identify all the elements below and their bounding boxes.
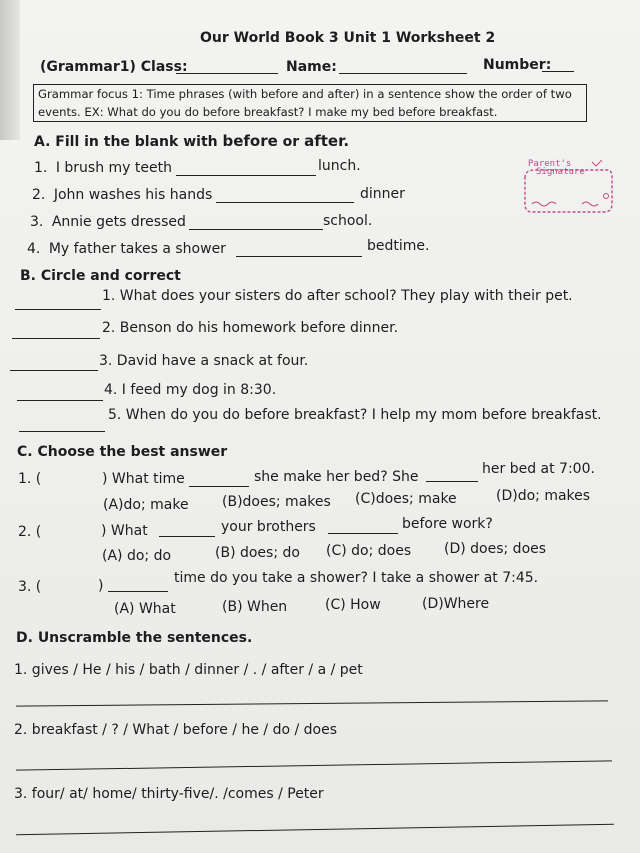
- item-num: 4.: [27, 241, 41, 257]
- section-a-heading-text: A. Fill in the blank with: [34, 134, 218, 150]
- section-c-q3-opt-c[interactable]: (C) How: [325, 597, 381, 613]
- section-b-answer-2[interactable]: [12, 337, 100, 339]
- item-text: Annie gets dressed: [51, 214, 186, 230]
- section-c-q1-p2: she make her bed? She: [254, 469, 419, 485]
- section-b-item-4: 4. I feed my dog in 8:30.: [104, 382, 277, 398]
- section-c-q2-p1: ) What: [101, 523, 148, 539]
- parent-signature-stamp: [522, 158, 614, 214]
- section-c-q1-opt-c[interactable]: (C)does; make: [355, 491, 457, 507]
- number-blank[interactable]: [542, 70, 574, 72]
- section-b-answer-4[interactable]: [17, 399, 103, 401]
- section-c-q2-opt-b[interactable]: (B) does; do: [215, 545, 300, 561]
- grammar-focus-box: [33, 84, 587, 122]
- section-b-answer-1[interactable]: [15, 308, 101, 310]
- item-num: 3.: [30, 214, 44, 230]
- signature-label-1: Parent's: [528, 159, 572, 169]
- grammar-focus-line2: events. EX: What do you do before breakfast? I make my bed before breakfast.: [38, 105, 498, 119]
- section-c-q1-p1: ) What time: [102, 471, 185, 487]
- section-a-heading: [34, 132, 349, 150]
- section-c-q1-num: 1. (: [18, 471, 42, 487]
- section-a-item-3: [30, 214, 186, 230]
- section-c-q2-opt-d[interactable]: (D) does; does: [444, 541, 547, 557]
- section-c-q3-opt-d[interactable]: (D)Where: [422, 596, 490, 612]
- item-text: John washes his hands: [53, 187, 213, 203]
- grammar-focus-line1: Grammar focus 1: Time phrases (with before and after) in a sentence show the order of two: [38, 87, 572, 101]
- section-c-q2-opt-c[interactable]: (C) do; does: [326, 543, 412, 559]
- section-c-q2-num: 2. (: [18, 524, 42, 540]
- section-a-end-1: lunch.: [318, 158, 361, 174]
- section-c-q2-blank-2[interactable]: [328, 532, 398, 534]
- section-a-after: after.: [304, 132, 350, 150]
- section-a-blank-4[interactable]: [236, 255, 362, 257]
- section-d-heading: D. Unscramble the sentences.: [16, 630, 253, 646]
- section-b-item-1: 1. What does your sisters do after school? They play with their pet.: [102, 288, 573, 304]
- section-b-item-3: 3. David have a snack at four.: [99, 353, 309, 369]
- section-c-q1-opt-d[interactable]: (D)do; makes: [496, 488, 591, 504]
- section-c-q3-opt-b[interactable]: (B) When: [222, 599, 288, 615]
- section-d-item-3: 3. four/ at/ home/ thirty-five/. /comes / Peter: [14, 786, 324, 802]
- section-d-item-2: 2. breakfast / ? / What / before / he / do / does: [14, 722, 338, 738]
- section-c-q1-p3: her bed at 7:00.: [482, 461, 595, 477]
- item-num: 2.: [32, 187, 46, 203]
- section-a-item-4: [27, 241, 226, 257]
- section-a-blank-2[interactable]: [216, 201, 354, 203]
- section-b-answer-3[interactable]: [10, 369, 98, 371]
- section-c-q1-blank-1[interactable]: [189, 485, 249, 487]
- section-a-end-4: bedtime.: [367, 238, 430, 254]
- page-edge-shadow: [0, 0, 20, 140]
- section-c-q1-blank-2[interactable]: [426, 480, 478, 482]
- section-c-q1-opt-a[interactable]: (A)do; make: [103, 497, 189, 513]
- item-num: 1.: [34, 160, 48, 176]
- class-blank[interactable]: [176, 72, 278, 74]
- section-c-q3-p2: time do you take a shower? I take a shower at 7:45.: [174, 570, 539, 586]
- section-c-q2-opt-a[interactable]: (A) do; do: [102, 548, 172, 564]
- section-c-q2-p3: before work?: [402, 516, 493, 532]
- section-c-q2-p2: your brothers: [221, 519, 316, 535]
- section-c-q3-p1: ): [98, 578, 104, 594]
- number-label: Number:: [483, 57, 552, 73]
- section-a-before: before: [222, 132, 278, 150]
- signature-label-2: Signature: [536, 167, 585, 177]
- section-c-q3-opt-a[interactable]: (A) What: [114, 601, 176, 617]
- item-text: I brush my teeth: [55, 160, 172, 176]
- section-c-q3-blank-1[interactable]: [108, 590, 168, 592]
- class-label: (Grammar1) Class:: [40, 59, 188, 75]
- section-c-q3-num: 3. (: [18, 579, 42, 595]
- section-c-q1-opt-b[interactable]: (B)does; makes: [222, 494, 331, 510]
- section-a-end-2: dinner: [360, 186, 405, 202]
- section-b-item-5: 5. When do you do before breakfast? I help my mom before breakfast.: [108, 407, 602, 423]
- section-a-item-2: [32, 187, 212, 203]
- section-a-blank-1[interactable]: [176, 174, 316, 176]
- section-a-item-1: [34, 160, 172, 176]
- section-a-end-3: school.: [323, 213, 373, 229]
- section-c-q2-blank-1[interactable]: [159, 535, 215, 537]
- section-b-item-2: 2. Benson do his homework before dinner.: [102, 320, 399, 336]
- name-label: Name:: [286, 59, 337, 75]
- section-a-or: or: [282, 134, 300, 150]
- section-d-item-1: 1. gives / He / his / bath / dinner / . / after / a / pet: [14, 662, 363, 678]
- section-c-heading: C. Choose the best answer: [17, 444, 228, 460]
- section-b-heading: B. Circle and correct: [20, 268, 181, 284]
- section-a-blank-3[interactable]: [189, 228, 323, 230]
- section-b-answer-5[interactable]: [19, 430, 105, 432]
- item-text: My father takes a shower: [48, 241, 226, 257]
- worksheet-title: Our World Book 3 Unit 1 Worksheet 2: [200, 30, 496, 46]
- name-blank[interactable]: [339, 72, 467, 74]
